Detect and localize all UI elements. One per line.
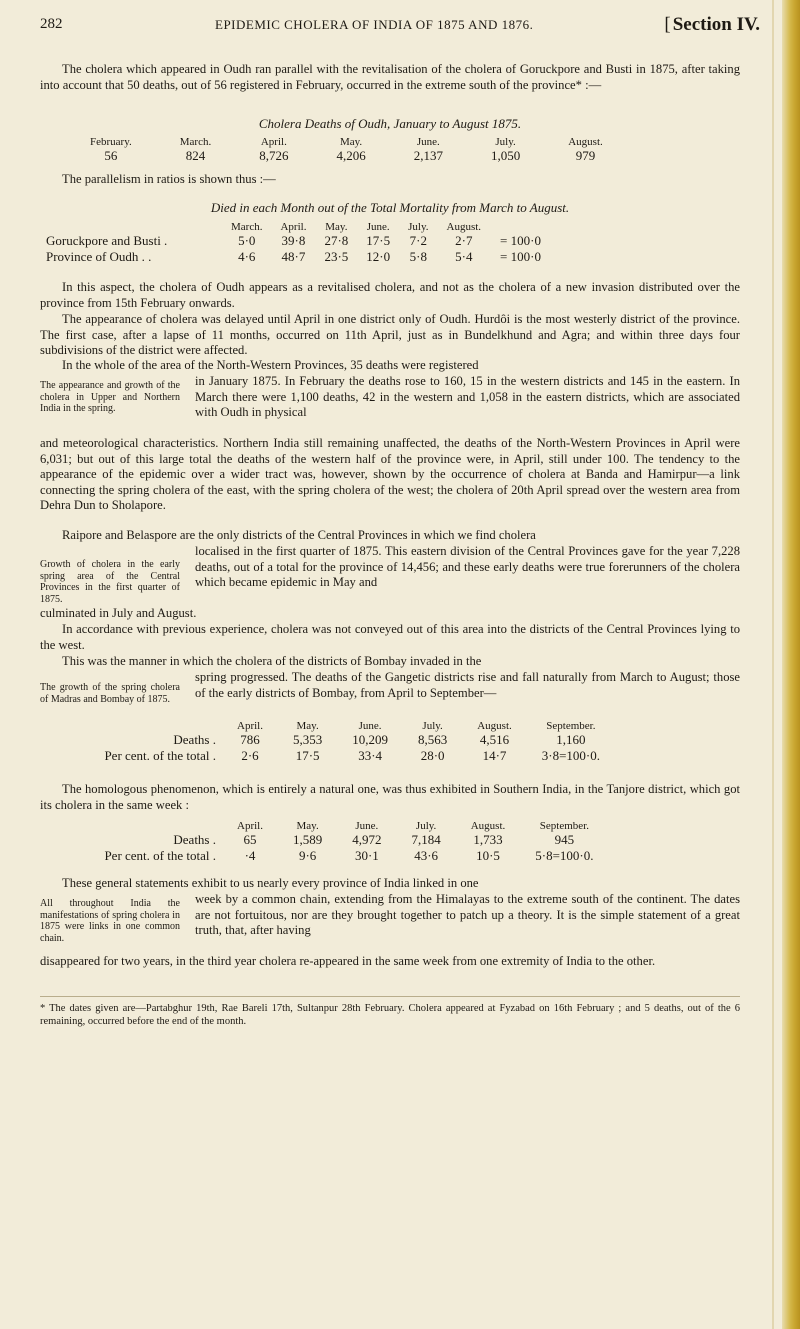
row-label: Per cent. of the total . <box>104 748 216 763</box>
gilt-page-edge <box>782 0 800 1329</box>
table-cell: 10,209 <box>352 732 388 747</box>
table-header-cell: June. <box>416 136 440 148</box>
table-header-spacer <box>40 221 222 233</box>
table-header-cell: July. <box>422 720 443 732</box>
table-cell: 8,563 <box>417 732 448 747</box>
paragraph-10-lead: These general statements exhibit to us nearly every province of India linked in one <box>62 876 479 890</box>
table-cell: 2,137 <box>413 148 443 163</box>
table-cell: 12·0 <box>366 249 391 264</box>
table-row <box>40 748 615 764</box>
footnote: * The dates given are—Partabghur 19th, Rae Bareli 17th, Sultanpur 28th February. Cholera appeared at Fyzabad on 16th February ; and 5 deaths, out of the 6 remaining, occurred before the end of the month. <box>40 1003 740 1027</box>
table-cell: 1,589 <box>292 832 323 847</box>
table-cell: 14·7 <box>482 748 507 763</box>
table-cell: 5·0 <box>238 233 256 248</box>
page-number: 282 <box>40 16 63 32</box>
paragraph-9: The homologous phenomenon, which is entirely a natural one, was thus exhibited in Southern India, in the Tanjore district, which got its cholera in the same week : <box>40 782 740 812</box>
table-cell: 4,516 <box>479 732 510 747</box>
table-cell: 28·0 <box>420 748 445 763</box>
paragraph-1: The cholera which appeared in Oudh ran parallel with the revitalisation of the cholera of Goruckpore and Busti in 1875, after taking into account that 50 deaths, out of 56 registered in February, occurred in the extreme south of the province* :— <box>40 62 740 92</box>
table-header-cell: March. <box>231 221 263 233</box>
table2 <box>40 221 547 265</box>
table-header-cell: September. <box>546 720 596 732</box>
table-row <box>40 732 615 748</box>
row-label: Deaths . <box>173 832 216 847</box>
paragraph-7: In accordance with previous experience, cholera was not conveyed out of this area into the districts of the Central Provinces lying to the west. <box>40 622 740 652</box>
table-cell: 9·6 <box>298 848 317 863</box>
table-header-cell: May. <box>296 720 319 732</box>
table-header-row <box>40 221 547 233</box>
table-cell: 5·8=100·0. <box>535 848 594 863</box>
table-cell: 1,733 <box>473 832 503 847</box>
row-label: Deaths . <box>173 732 216 747</box>
table-header-spacer <box>40 820 222 832</box>
table-cell: 10·5 <box>476 848 500 863</box>
table-cell: 2·7 <box>455 233 473 248</box>
table-cell: 39·8 <box>281 233 306 248</box>
page-header <box>40 14 760 38</box>
sidenote-4: All throughout India the manifestations of spring cholera in 1875 were links in one common chain. <box>40 898 180 944</box>
footnote-rule <box>40 996 740 997</box>
paragraph-10-rest: disappeared for two years, in the third year cholera re-appeared in the same week from one extremity of India to the other. <box>40 954 656 968</box>
table-cell: 4,972 <box>352 832 382 847</box>
paragraph-6-lead: Raipore and Belaspore are the only districts of the Central Provinces in which we find cholera <box>62 528 536 542</box>
paragraph-6-body: localised in the first quarter of 1875. This eastern division of the Central Provinces gave for the year 7,228 deaths, out of a total for the province of 14,456; and these early deaths were true forerunners of the cholera which became epidemic in May and <box>195 544 740 589</box>
table-cell: 43·6 <box>414 848 439 863</box>
table-cell: 945 <box>554 832 575 847</box>
paragraph-2: The parallelism in ratios is shown thus :— <box>62 172 276 186</box>
row-label: Per cent. of the total . <box>104 848 216 863</box>
table-header-cell: May. <box>296 820 319 832</box>
table1-title: Cholera Deaths of Oudh, January to August 1875. <box>258 116 522 131</box>
table-cell: 4·6 <box>238 249 256 264</box>
table4 <box>40 820 609 864</box>
table-header-cell: May. <box>339 136 363 148</box>
table-cell: 5·8 <box>409 249 427 264</box>
table-cell: 786 <box>240 732 260 747</box>
table-cell: 48·7 <box>281 249 306 264</box>
paragraph-5-body: in January 1875. In February the deaths rose to 160, 15 in the western districts and 145 in the eastern. In March there were 1,100 deaths, 42 in the western and 1,058 in the eastern districts, which are associated with Oudh in physical <box>195 374 740 419</box>
paragraph-4: The appearance of cholera was delayed until April in one district only of Oudh. Hurdôi is the most westerly district of the province. The first case, after a lapse of 11 months, occurred on 11th April, just as in Bundelkhund and Agra; and within three days four subdivisions of the district were affected. <box>40 312 740 357</box>
table-header-cell: April. <box>260 136 287 148</box>
table-header-cell: June. <box>355 820 379 832</box>
table1 <box>66 136 627 164</box>
table-header-cell: April. <box>237 820 263 832</box>
table-header-cell: August. <box>477 720 512 732</box>
sidenote-1: The appearance and growth of the cholera in Upper and Northern India in the spring. <box>40 380 180 414</box>
table-cell: 3·8=100·0. <box>541 748 601 763</box>
table-header-cell: February. <box>90 136 132 148</box>
page-gutter <box>772 0 774 1329</box>
table-cell: 8,726 <box>259 148 289 163</box>
paragraph-8-lead: This was the manner in which the cholera of the districts of Bombay invaded in the <box>62 654 482 668</box>
paragraph-6-rest: culminated in July and August. <box>40 606 197 620</box>
row-label: Province of Oudh . . <box>46 249 152 264</box>
table-cell: 7·2 <box>409 233 427 248</box>
table-cell: 4,206 <box>336 148 366 163</box>
paragraph-5-rest: and meteorological characteristics. Northern India still remaining unaffected, the deaths of the North-Western Provinces in April were 6,031; but out of this large total the deaths of the western half of the province were, in April, still under 100. The tendency to the appearance of the epidemic over a wider tract was, however, shown by the occurrence of cholera at Banda and Hamirpur—a link connecting the spring cholera of the east, with the spring cholera of the west; the cholera of 20th April spread over the western area from Dehra Dun to Sholapore. <box>40 436 740 512</box>
table-header-row <box>40 820 609 832</box>
table-header-cell: August. <box>446 221 482 233</box>
table-cell: 17·5 <box>295 748 320 763</box>
table-cell: 5,353 <box>292 732 323 747</box>
table-header-cell: March. <box>179 136 212 148</box>
table-header-cell: August. <box>568 136 603 148</box>
table-header-spacer <box>40 720 222 732</box>
table-cell: 65 <box>243 832 257 847</box>
table-header-cell: August. <box>470 820 506 832</box>
table-header-cell: June. <box>358 720 382 732</box>
table-row <box>40 249 547 265</box>
table-row <box>40 832 609 848</box>
paragraph-10-body: week by a common chain, extending from the Himalayas to the extreme south of the continent. The dates are not fortuitous, nor are they brought together to patch up a theory. It is the simple statement of a great truth, that, after having <box>195 892 740 937</box>
sidenote-2: Growth of cholera in the early spring area of the Central Provinces in the first quarter of 1875. <box>40 559 180 605</box>
table-header-cell: May. <box>325 221 348 233</box>
table-cell: 824 <box>185 148 206 163</box>
table-cell: 23·5 <box>324 249 349 264</box>
sidenote-3: The growth of the spring cholera of Madras and Bombay of 1875. <box>40 682 180 705</box>
table3 <box>40 720 615 764</box>
table-cell: 56 <box>104 148 118 163</box>
table-cell: 979 <box>575 148 596 163</box>
table-header-cell: September. <box>539 820 589 832</box>
table2-title: Died in each Month out of the Total Mortality from March to August. <box>210 200 570 215</box>
running-title: EPIDEMIC CHOLERA OF INDIA OF 1875 AND 1876. <box>215 17 534 32</box>
section-label: [ Section IV. <box>664 14 760 36</box>
table-header-cell: April. <box>280 221 307 233</box>
table-cell: 30·1 <box>354 848 379 863</box>
table-header-cell: July. <box>408 221 429 233</box>
paragraph-8-body: spring progressed. The deaths of the Gangetic districts rise and fall naturally from March to August; those of the early districts of Bombay, from April to September— <box>195 670 740 700</box>
table-cell: 27·8 <box>324 233 349 248</box>
table-header-cell: June. <box>366 221 390 233</box>
row-total: = 100·0 <box>500 249 541 264</box>
table-cell: 5·4 <box>455 249 473 264</box>
table-cell: 1,160 <box>556 732 586 747</box>
table-cell: 7,184 <box>411 832 441 847</box>
table-header-cell: April. <box>237 720 263 732</box>
paragraph-5-lead: In the whole of the area of the North-Western Provinces, 35 deaths were registered <box>62 358 479 372</box>
table-header-cell: July. <box>415 820 437 832</box>
table-header-cell: July. <box>495 136 516 148</box>
row-total: = 100·0 <box>500 233 541 248</box>
paragraph-3: In this aspect, the cholera of Oudh appears as a revitalised cholera, and not as the cholera of a new invasion distributed over the province from 15th February onwards. <box>40 280 740 310</box>
table-row <box>40 233 547 249</box>
table-cell: 33·4 <box>358 748 383 763</box>
table-cell: 17·5 <box>366 233 391 248</box>
table-cell: 1,050 <box>490 148 521 163</box>
row-label: Goruckpore and Busti . <box>46 233 168 248</box>
table-cell: ·4 <box>244 848 256 863</box>
table-cell: 2·6 <box>241 748 259 763</box>
table-row <box>40 848 609 864</box>
table-header-row <box>40 720 615 732</box>
